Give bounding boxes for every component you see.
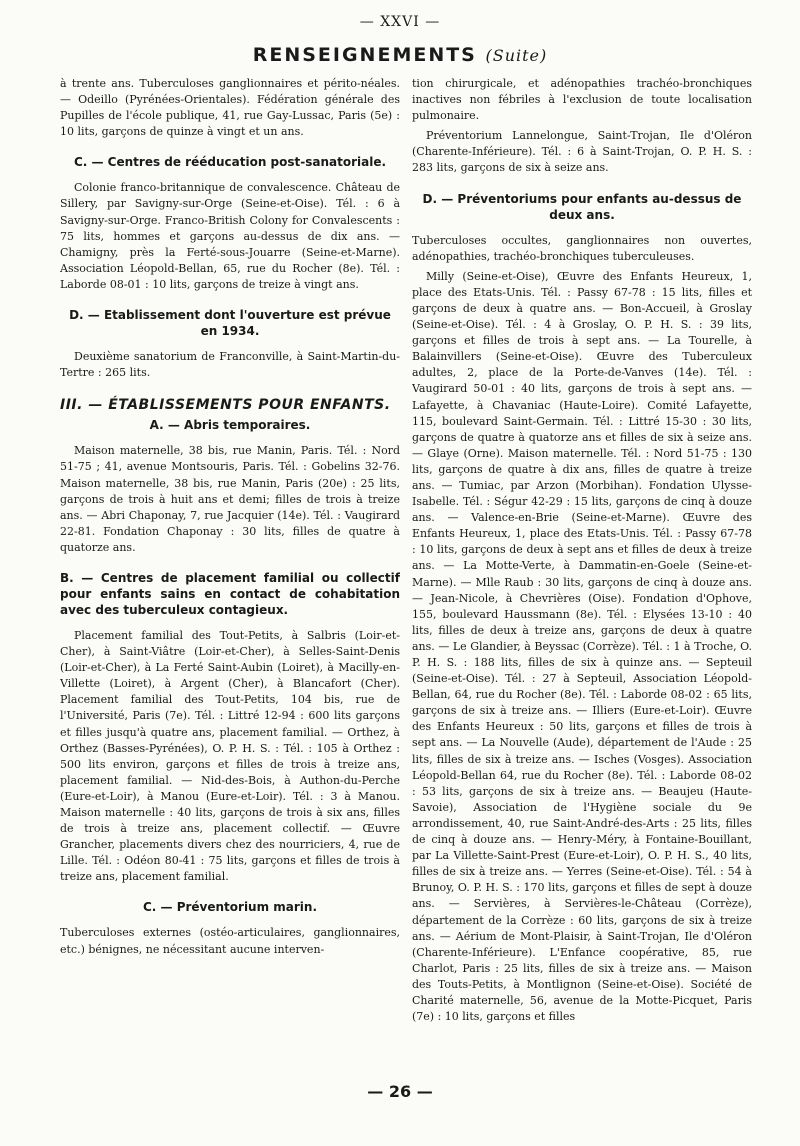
lannelongue-paragraph: Préventorium Lannelongue, Saint-Trojan, Ile d'Oléron (Charente-Inférieure). Tél. : 6 à Saint-Trojan, O. P. H. S. : 283 lits, garçons de six à seize ans. xyxy=(412,129,752,175)
continuation-paragraph: tion chirurgicale, et adénopathies trachéo-bronchiques inactives non fébriles à l'exclusion de toute localisation pulmonaire. xyxy=(412,77,752,123)
section-d2-paragraph: Milly (Seine-et-Oise), Œuvre des Enfants Heureux, 1, place des Etats-Unis. Tél. : Passy 67-78 : 15 lits, filles et garçons de deux à quatre ans. — Bon-Accueil, à Groslay (Seine-et-Oise). Tél. : 4 à Groslay, O. P. H. S. : 39 lits, garçons et filles de trois à sept ans. — La Tourelle, à Balainvillers (Seine-et-Oise). Œuvre des Tuberculeux adultes, 2, place de la Porte-de-Vanves (14e). Tél. : Vaugirard 50-01 : 40 lits, garçons de trois à sept ans. — Lafayette, à Chavaniac (Haute-Loire). Comité Lafayette, 115, boulevard Saint-Germain. Tél. : Littré 15-30 : 30 lits, garçons de quatre à quatorze ans et filles de six à seize ans. — Glaye (Orne). Maison maternelle. Tél. : Nord 51-75 : 130 lits, garçons de quatre à dix ans, filles de quatre à treize ans. — Tumiac, par Arzon (Morbihan). Fondation Ulysse-Isabelle. Tél. : Ségur 42-29 : 15 lits, garçons de cinq à douze ans. — Valence-en-Brie (Seine-et-Marne). Œuvre des Enfants Heureux, 1, place des Etats-Unis. Tél. : Passy 67-78 : 10 lits, garçons de deux à sept ans et filles de deux à treize ans. — La Motte-Verte, à Dammatin-en-Goele (Seine-et-Marne). — Mlle Raub : 30 lits, garçons de cinq à douze ans. — Jean-Nicole, à Chevrières (Oise). Fondation d'Ophove, 155, boulevard Haussmann (8e). Tél. : Elysées 13-10 : 40 lits, filles de deux à treize ans, garçons de deux à quatre ans. — Le Glandier, à Beyssac (Corrèze). Tél. : 1 à Troche, O. P. H. S. : 188 lits, filles de six à quinze ans. — Septeuil (Seine-et-Oise). Tél. : 27 à Septeuil, Association Léopold-Bellan, 64, rue du Rocher (8e). Tél. : Laborde 08-02 : 65 lits, garçons de six à treize ans. — Illiers (Eure-et-Loir). Œuvre des Enfants Heureux : 50 lits, garçons et filles de trois à sept ans. — La Nouvelle (Aude), département de l'Aude : 25 lits, filles de six à treize ans. — Isches (Vosges). Association Léopold-Bellan 64, rue du Rocher (8e). Tél. : Laborde 08-02 : 53 lits, garçons de six à treize ans. — Beaujeu (Haute-Savoie), Association de l'Hygiène sociale du 9e arrondissement, 40, rue Saint-André-des-Arts : 25 lits, filles de cinq à douze ans. — Henry-Méry, à Fontaine-Bouillant, par La Villette-Saint-Prest (Eure-et-Loir), O. P. H. S., 40 lits, filles de six à treize ans. — Yerres (Seine-et-Oise). Tél. : 54 à Brunoy, O. P. H. S. : 170 lits, garçons et filles de sept à douze ans. — Servières, à Servières-le-Château (Corrèze), département de la Corrèze : 60 lits, garçons de six à treize ans. — Aérium de Mont-Plaisir, à Saint-Trojan, Ile d'Oléron (Charente-Inférieure). L'Enfance coopérative, 85, rue Charlot, Paris : 25 lits, filles de six à treize ans. — Maison des Touts-Petits, à Montlignon (Seine-et-Oise). Société de Charité maternelle, 56, avenue de la Motte-Picquet, Paris (7e) : 10 lits, garçons et filles xyxy=(412,269,752,1024)
page-title-main: RENSEIGNEMENTS xyxy=(252,44,477,66)
section-b-paragraph: Placement familial des Tout-Petits, à Salbris (Loir-et-Cher), à Saint-Viâtre (Loir-et-Cher), à Selles-Saint-Denis (Loir-et-Cher), à La Ferté Saint-Aubin (Loiret), à Macilly-en-Villette (Loiret), à Argent (Cher), à Blancafort (Cher). Placement familial des Tout-Petits, 104 bis, rue de l'Université, Paris (7e). Tél. : Littré 12-94 : 600 lits garçons et filles jusqu'à quatre ans, placement familial. — Orthez, à Orthez (Basses-Pyrénées), O. P. H. S. : Tél. : 105 à Orthez : 500 lits environ, garçons et filles de trois à treize ans, placement familial. — Nid-des-Bois, à Authon-du-Perche (Eure-et-Loir), à Manou (Eure-et-Loir). Tél. : 3 à Manou. Maison maternelle : 40 lits, garçons de trois à six ans, filles de trois à treize ans, placement collectif. — Œuvre Grancher, placements divers chez des nourriciers, 4, rue de Lille. Tél. : Odéon 80-41 : 75 lits, garçons et filles de trois à treize ans, placement familial. xyxy=(60,628,400,884)
section-a-heading: A. — Abris temporaires. xyxy=(149,418,311,433)
page-title-suffix: (Suite) xyxy=(485,46,548,65)
section-b-heading: B. — Centres de placement familial ou collectif pour enfants sains en contact de cohabitation avec des tuberculeux contagieux. xyxy=(60,570,400,617)
left-column xyxy=(60,76,400,1072)
section-d2-heading: D. — Préventoriums pour enfants au-dessus de deux ans. xyxy=(422,191,742,222)
part-iii-heading: III. — ÉTABLISSEMENTS POUR ENFANTS. xyxy=(60,397,391,414)
page-title xyxy=(0,44,800,66)
section-c2-paragraph: Tuberculoses externes (ostéo-articulaires, ganglionnaires, etc.) bénignes, ne nécessitant aucune interven- xyxy=(60,926,400,956)
intro-paragraph: à trente ans. Tuberculoses ganglionnaires et périto-néales. — Odeillo (Pyrénées-Orientales). Fédération générale des Pupilles de l'école publique, 41, rue Gay-Lussac, Paris (5e) : 10 lits, garçons de quinze à vingt et un ans. xyxy=(60,77,400,139)
section-d-heading: D. — Etablissement dont l'ouverture est prévue en 1934. xyxy=(69,308,391,339)
section-c2-heading: C. — Préventorium marin. xyxy=(142,900,318,915)
page-number-roman: — XXVI — xyxy=(359,14,441,30)
footer-page-number: — 26 — xyxy=(367,1082,433,1101)
section-c-paragraph: Colonie franco-britannique de convalescence. Château de Sillery, par Savigny-sur-Orge (Seine-et-Oise). Tél. : 6 à Savigny-sur-Orge. Franco-British Colony for Convalescents : 75 lits, hommes et garçons au-dessus de dix ans. — Chamigny, près la Ferté-sous-Jouarre (Seine-et-Marne). Association Léopold-Bellan, 65, rue du Rocher (8e). Tél. : Laborde 08-01 : 10 lits, garçons de treize à vingt ans. xyxy=(60,181,400,291)
section-c-heading: C. — Centres de rééducation post-sanatoriale. xyxy=(73,155,387,170)
section-d2-intro: Tuberculoses occultes, ganglionnaires non ouvertes, adénopathies, trachéo-bronchiques tuberculeuses. xyxy=(412,233,752,263)
section-a-paragraph: Maison maternelle, 38 bis, rue Manin, Paris. Tél. : Nord 51-75 ; 41, avenue Montsouris, Paris. Tél. : Gobelins 32-76. Maison maternelle, 38 bis, rue Manin, Paris (20e) : 25 lits, garçons de trois à huit ans et demi; filles de trois à treize ans. — Abri Chaponay, 7, rue Jacquier (14e). Tél. : Vaugirard 22-81. Fondation Chaponay : 30 lits, filles de quatre à quatorze ans. xyxy=(60,444,400,554)
section-d-paragraph: Deuxième sanatorium de Franconville, à Saint-Martin-du-Tertre : 265 lits. xyxy=(60,350,400,380)
right-column xyxy=(412,76,752,1072)
